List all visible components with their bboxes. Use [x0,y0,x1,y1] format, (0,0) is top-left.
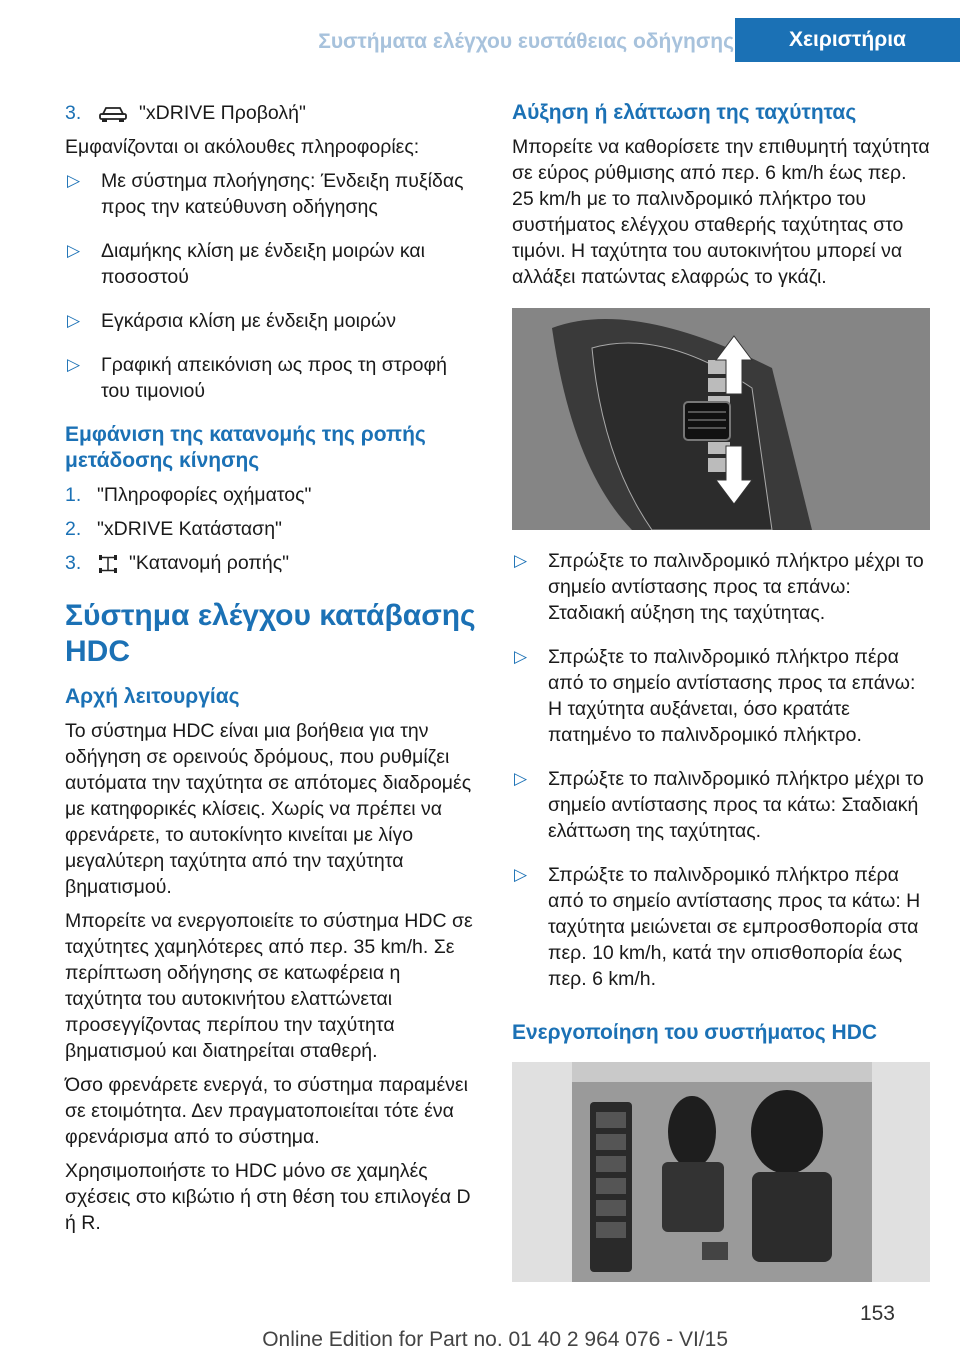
list-item: 1. "Πληροφορίες οχήματος" [65,484,312,506]
list-item: ▷ Διαμήκης κλίση με ένδειξη μοιρών και ποσοστού [67,240,425,288]
triangle-right-icon: ▷ [514,769,528,788]
step-text: "xDRIVE Προβολή" [139,102,306,124]
list-item: ▷ Σπρώξτε το παλινδρομικό πλήκτρο μέχρι το σημείο αντίστασης προς τα επάνω: Σταδιακή αύξηση της ταχύτητας. [514,550,924,624]
page-number: 153 [859,1302,895,1325]
edition-text: Online Edition for Part no. 01 40 2 964 076 - VI/15 [262,1328,728,1351]
list-item: ▷ Γραφική απεικόνιση ως προς τη στροφή του τιμονιού [67,354,447,402]
triangle-right-icon: ▷ [67,311,81,330]
left-column [65,100,481,1244]
chapter-tab: Χειριστήρια [735,18,960,62]
torque-heading: Εμφάνιση της κατανομής της ροπής μετάδοσης κίνησης [65,423,426,472]
speed-heading: Αύξηση ή ελάττωση της ταχύτητας [512,101,857,124]
triangle-right-icon: ▷ [514,865,528,884]
list-item: 3. "Κατανομή ροπής" [65,552,290,574]
right-column [512,100,930,1300]
activate-heading: Ενεργοποίηση του συστήματος HDC [512,1021,878,1044]
triangle-right-icon: ▷ [67,171,81,190]
list-item: 2. "xDRIVE Κατάσταση" [65,518,282,540]
intro-text: Εμφανίζονται οι ακόλουθες πληροφορίες: [65,136,420,158]
triangle-right-icon: ▷ [67,355,81,374]
triangle-right-icon: ▷ [514,551,528,570]
list-item: ▷ Σπρώξτε το παλινδρομικό πλήκτρο μέχρι το σημείο αντίστασης προς τα κάτω: Σταδιακή ελάττωση της ταχύτητας. [514,768,924,842]
car-icon [97,105,129,123]
paragraph: Μπορείτε να ενεργοποιείτε το σύστημα HDC σε ταχύτητες χαμηλότερες από περ. 35 km/h. Σε περίπτωση οδήγησης σε κατωφέρεια η ταχύτητα του αυτοκινήτου ελαττώνεται προσεγγίζοντας περίπου την ταχύτητα βηματισμού και διατηρείται σταθερή. [65,910,473,1062]
list-item: ▷ Σπρώξτε το παλινδρομικό πλήκτρο πέρα από το σημείο αντίστασης προς τα κάτω: Η ταχύτητα μειώνεται σε εμπροσθοπορία στα περ. 10 km/h, κατά την οπισθοπορία έως περ. 6 km/h. [514,864,921,990]
speed-bullet-list [512,548,930,992]
step-number: 3. [65,102,82,124]
list-item: ▷ Με σύστημα πλοήγησης: Ένδειξη πυξίδας προς την κατεύθυνση οδήγησης [67,170,464,218]
info-bullet-list [65,168,481,404]
paragraph: Το σύστημα HDC είναι μια βοήθεια για την οδήγηση σε ορεινούς δρόμους, που ρυθμίζει αυτόματα την ταχύτητα σε απότομες διαδρομές με κατηφορικές κλίσεις. Χωρίς να πρέπει να φρενάρετε, το αυτοκίνητο κινείται με λίγο μεγαλύτερη ταχύτητα από την ταχύτητα βηματισμού. [65,720,472,898]
principle-heading: Αρχή λειτουργίας [65,685,240,708]
triangle-right-icon: ▷ [67,241,81,260]
page-footer [0,1302,960,1362]
list-item [65,100,481,126]
steering-wheel-rocker-image [512,308,930,530]
page-header [0,0,960,62]
main-heading: Σύστημα ελέγχου κατάβασης HDC [65,599,476,668]
list-item: ▷ Σπρώξτε το παλινδρομικό πλήκτρο πέρα από το σημείο αντίστασης προς τα επάνω: Η ταχύτητα αυξάνεται, όσο κρατάτε πατημένο το παλινδρομικό πλήκτρο. [514,646,916,746]
center-console-image [512,1062,930,1282]
list-item: ▷ Εγκάρσια κλίση με ένδειξη μοιρών [67,310,396,332]
triangle-right-icon: ▷ [514,647,528,666]
paragraph: Χρησιμοποιήστε το HDC μόνο σε χαμηλές σχέσεις στο κιβώτιο ή στη θέση του επιλογέα D ή R. [65,1160,471,1234]
paragraph: Όσο φρενάρετε ενεργά, το σύστημα παραμένει σε ετοιμότητα. Δεν πραγματοποιείται τότε ένα φρενάρισμα από το σύστημα. [65,1074,468,1148]
torque-distribution-icon [97,554,119,574]
section-title: Συστήματα ελέγχου ευστάθειας οδήγησης [318,30,734,53]
paragraph: Μπορείτε να καθορίσετε την επιθυμητή ταχύτητα σε εύρος ρύθμισης από περ. 6 km/h έως περ. 25 km/h με το παλινδρομικό πλήκτρο του συστήματος ελέγχου σταθερής ταχύτητας στο τιμόνι. Η ταχύτητα του αυτοκινήτου μπορεί να αλλάξει πατώντας ελαφρώς το γκάζι. [512,136,930,288]
